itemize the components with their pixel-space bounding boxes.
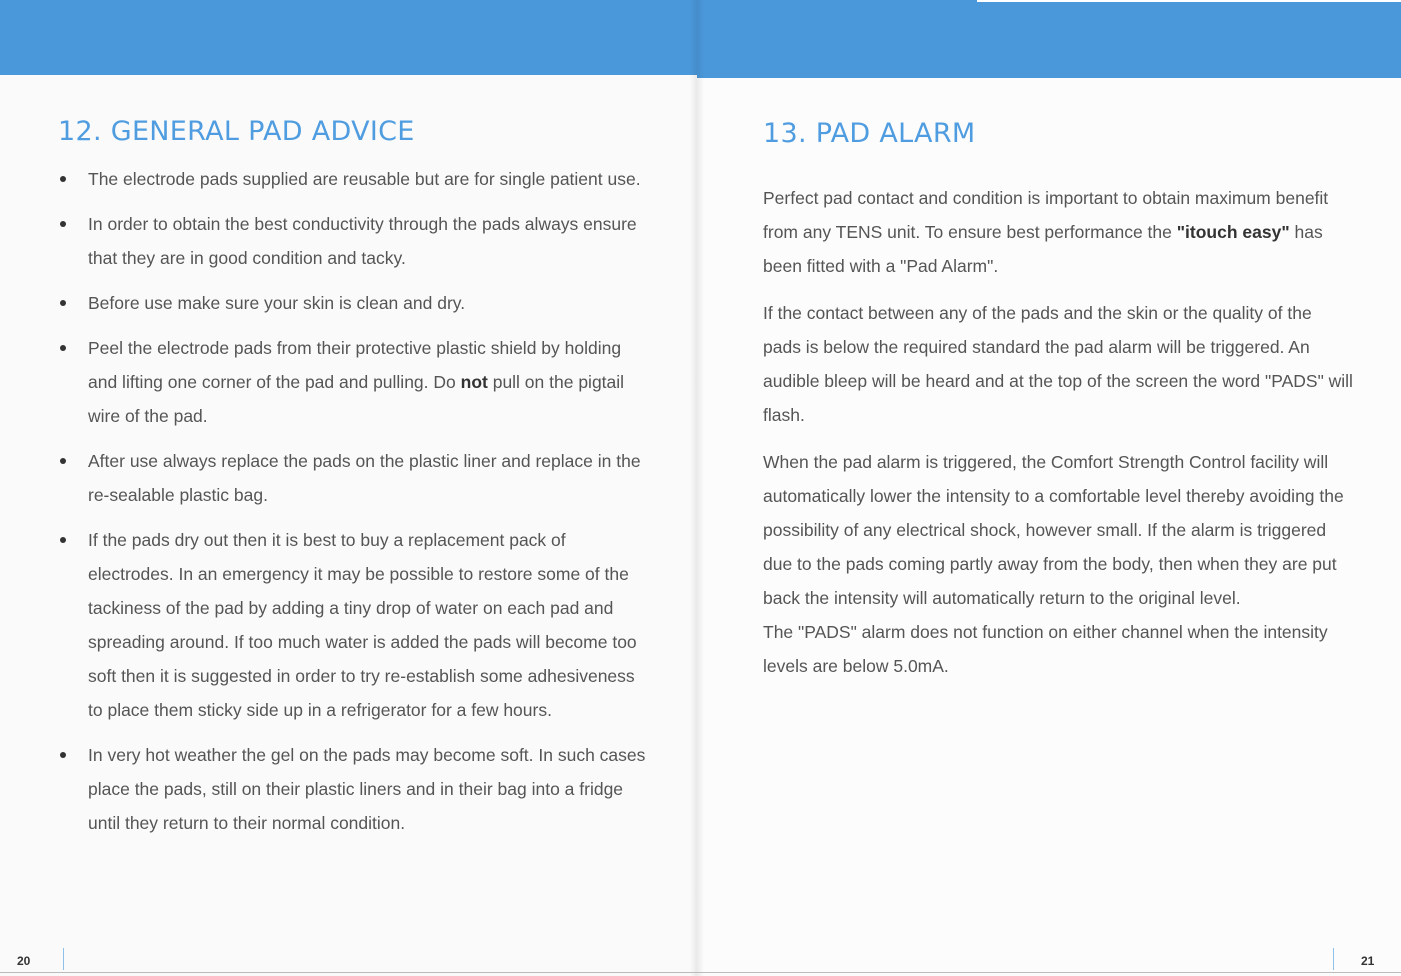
header-band	[0, 0, 697, 75]
bullet-icon	[60, 221, 66, 227]
bullet-icon	[60, 300, 66, 306]
bullet-icon	[60, 345, 66, 351]
bullet-icon	[60, 752, 66, 758]
bullet-icon	[60, 176, 66, 182]
paragraph	[763, 181, 1353, 283]
list-item	[58, 523, 648, 727]
bullet-icon	[60, 458, 66, 464]
paragraph: The "PADS" alarm does not function on either channel when the intensity levels are below 5.0mA.	[763, 622, 1328, 676]
list-item-text: pull on the pigtail wire of the pad.	[88, 372, 625, 426]
header-band	[697, 0, 1401, 78]
page-number: 21	[1361, 954, 1375, 968]
bullet-icon	[60, 537, 66, 543]
list-item	[58, 738, 648, 840]
page-tick-mark	[1333, 948, 1334, 970]
list-item-text: Before use make sure your skin is clean and dry.	[88, 293, 466, 313]
list-item-text: In very hot weather the gel on the pads may become soft. In such cases place the pads, still on their plastic liners and in their bag into a fridge until they return to their normal condition.	[88, 745, 646, 833]
book-gutter	[690, 0, 704, 976]
bottom-edge	[0, 972, 1401, 973]
page-heading: 13. PAD ALARM	[763, 118, 976, 149]
paragraph-text: has been fitted with a "Pad Alarm".	[763, 222, 1323, 276]
right-page	[697, 0, 1401, 976]
paragraph: If the contact between any of the pads and the skin or the quality of the pads is below the required standard the pad alarm will be triggered. An audible bleep will be heard and at the top of the screen the word "PADS" will flash.	[763, 303, 1353, 425]
list-item-text: The electrode pads supplied are reusable but are for single patient use.	[88, 169, 641, 189]
page-number: 20	[17, 954, 31, 968]
list-item-text: After use always replace the pads on the plastic liner and replace in the re-sealable plastic bag.	[88, 451, 641, 505]
emphasis-text: not	[460, 372, 488, 392]
advice-list	[58, 162, 648, 851]
list-item	[58, 286, 648, 320]
list-item-text: Peel the electrode pads from their protective plastic shield by holding and lifting one corner of the pad and pulling. Do	[88, 338, 622, 392]
pad-alarm-body	[763, 181, 1353, 696]
left-page	[0, 0, 697, 976]
list-item-text: In order to obtain the best conductivity through the pads always ensure that they are in good condition and tacky.	[88, 214, 637, 268]
page-tick-mark	[63, 948, 64, 970]
header-band-notch	[977, 0, 1401, 2]
list-item	[58, 444, 648, 512]
page-heading: 12. GENERAL PAD ADVICE	[58, 116, 415, 147]
product-name: "itouch easy"	[1176, 222, 1290, 242]
list-item	[58, 207, 648, 275]
list-item	[58, 162, 648, 196]
paragraph-text: Perfect pad contact and condition is important to obtain maximum benefit from any TENS unit. To ensure best performance the	[763, 188, 1329, 242]
list-item-text: If the pads dry out then it is best to buy a replacement pack of electrodes. In an emergency it may be possible to restore some of the tackiness of the pad by adding a tiny drop of water on each pad and spreading around. If too much water is added the pads will become too soft then it is suggested in order to try re-establish some adhesiveness to place them sticky side up in a refrigerator for a few hours.	[88, 530, 637, 720]
list-item	[58, 331, 648, 433]
paragraph: When the pad alarm is triggered, the Comfort Strength Control facility will automatically lower the intensity to a comfortable level thereby avoiding the possibility of any electrical shock, however small. If the alarm is triggered due to the pads coming partly away from the body, then when they are put back the intensity will automatically return to the original level.	[763, 452, 1344, 608]
